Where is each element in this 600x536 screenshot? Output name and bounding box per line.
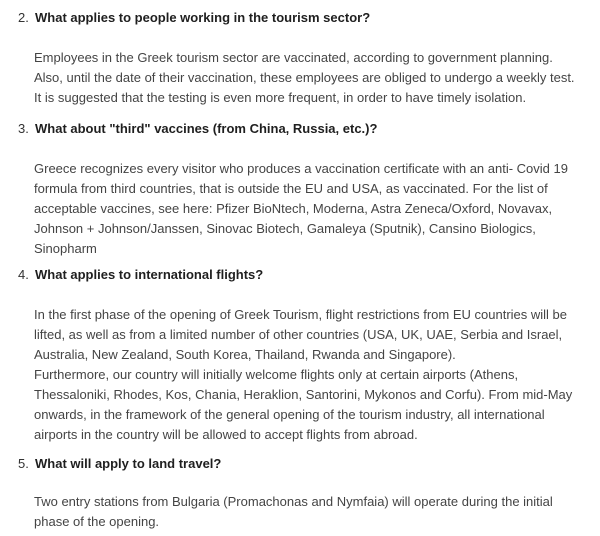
- answer-line: Furthermore, our country will initially welcome flights only at certain airports (Athens,: [34, 367, 519, 382]
- answer-line: airports in the country will be allowed to accept flights from abroad.: [34, 427, 418, 442]
- faq-answer: [34, 48, 594, 108]
- faq-number: 5.: [18, 456, 29, 471]
- faq-question: What will apply to land travel?: [35, 456, 222, 471]
- answer-line: Australia, New Zealand, South Korea, Thailand, Rwanda and Singapore).: [34, 347, 456, 362]
- faq-number: 4.: [18, 267, 29, 282]
- answer-line: It is suggested that the testing is even more frequent, in order to have timely isolation.: [34, 90, 527, 105]
- answer-line: In the first phase of the opening of Greek Tourism, flight restrictions from EU countries will be: [34, 307, 567, 322]
- faq-answer: [34, 305, 594, 445]
- faq-question: What applies to international flights?: [35, 267, 264, 282]
- answer-line: acceptable vaccines, see here: Pfizer BioNtech, Moderna, Astra Zeneca/Oxford, Novavax,: [34, 201, 553, 216]
- answer-line: lifted, as well as from a limited number of other countries (USA, UK, UAE, Serbia and Israel,: [34, 327, 563, 342]
- faq-number: 3.: [18, 121, 29, 136]
- answer-line: Thessaloniki, Rhodes, Kos, Chania, Heraklion, Santorini, Mykonos and Corfu). From mid-May: [34, 387, 573, 402]
- faq-answer: [34, 159, 594, 259]
- answer-line: Johnson + Johnson/Janssen, Sinovac Biotech, Gamaleya (Sputnik), Cansino Biologics,: [34, 221, 536, 236]
- answer-line: onwards, in the framework of the general opening of the tourism industry, all international: [34, 407, 545, 422]
- faq-question: What applies to people working in the tourism sector?: [35, 10, 371, 25]
- answer-line: Also, until the date of their vaccination, these employees are obliged to undergo a weekly test.: [34, 70, 575, 85]
- faq-answer: [34, 492, 594, 532]
- answer-line: formula from third countries, that is outside the EU and USA, as vaccinated. For the list of: [34, 181, 548, 196]
- faq-number: 2.: [18, 10, 29, 25]
- answer-line: Sinopharm: [34, 241, 97, 256]
- faq-question: What about "third" vaccines (from China, Russia, etc.)?: [35, 121, 378, 136]
- answer-line: phase of the opening.: [34, 514, 160, 529]
- answer-line: Employees in the Greek tourism sector are vaccinated, according to government planning.: [34, 50, 553, 65]
- answer-line: Greece recognizes every visitor who produces a vaccination certificate with an anti- Covid 19: [34, 161, 568, 176]
- answer-line: Two entry stations from Bulgaria (Promachonas and Nymfaia) will operate during the initial: [34, 494, 553, 509]
